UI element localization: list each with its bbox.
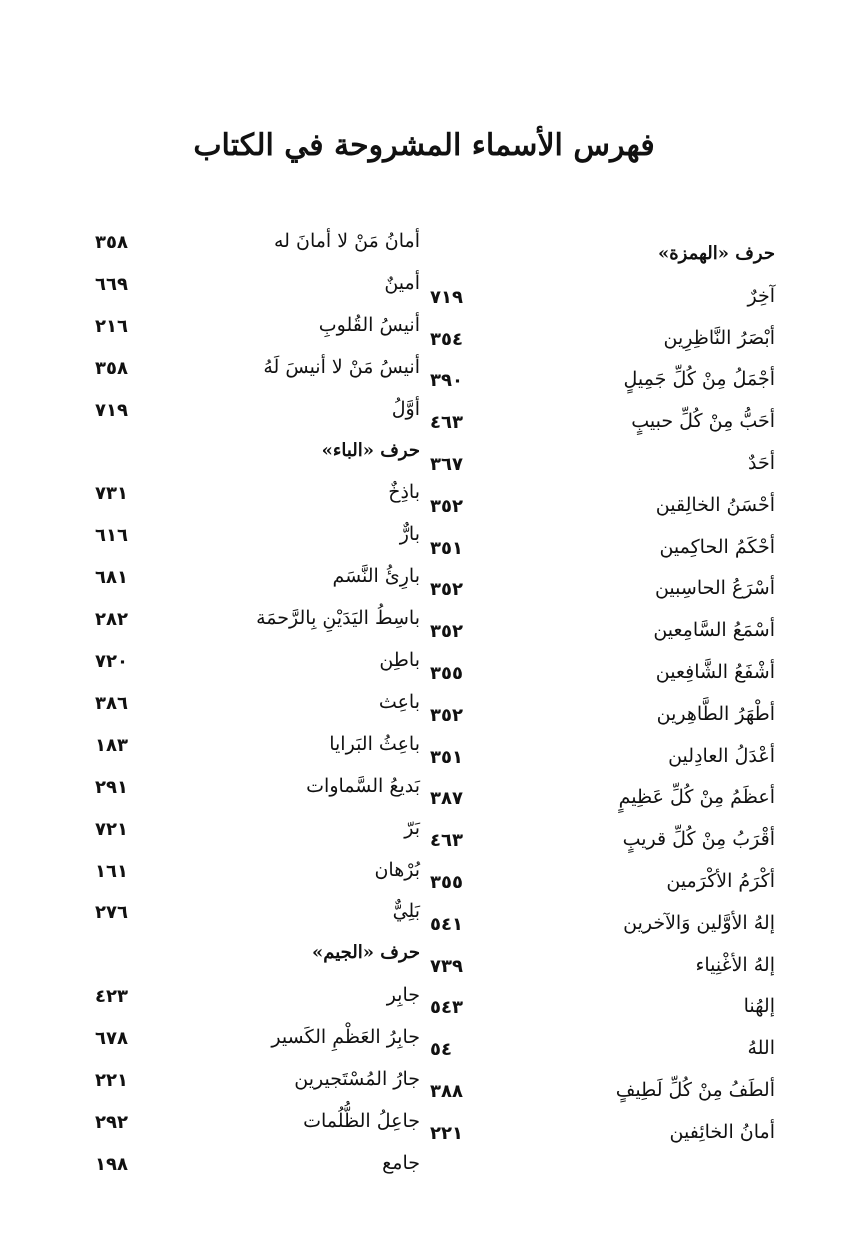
page-number: ٢٢١: [95, 1070, 128, 1091]
entry-name: آخِرٌ: [747, 284, 775, 307]
page-number: ٣٩٠: [430, 370, 463, 392]
entry-name: أنيسُ القُلوبِ: [318, 313, 420, 336]
index-entry: [430, 444, 775, 484]
entry-name: أمانُ الخائِفين: [669, 1120, 775, 1143]
index-entry: [95, 976, 420, 1016]
entry-name: بَديعُ السَّماوات: [306, 774, 420, 797]
entry-name: باذِخٌ: [388, 481, 420, 504]
page-number: ٧٢١: [95, 818, 128, 840]
page-number: ٤٦٣: [430, 830, 463, 852]
index-entry: [430, 778, 775, 818]
entry-name: أطْهَرُ الطَّاهِرين: [656, 702, 775, 725]
entry-name: أبْصَرُ النَّاظِرِين: [663, 326, 775, 349]
index-entry: [95, 1102, 420, 1142]
page-number: ٣٥٢: [430, 495, 463, 517]
entry-name: بارِئُ النَّسَم: [332, 565, 420, 588]
entry-name: ألطَفُ مِنْ كُلِّ لَطِيفٍ: [615, 1079, 775, 1101]
page-number: ٤٦٣: [430, 412, 463, 434]
page-title: فهرس الأسماء المشروحة في الكتاب: [193, 128, 655, 163]
page-number: ٣٥٥: [430, 872, 463, 893]
entry-name: إلهُنا: [743, 995, 775, 1018]
entry-name: بُرْهان: [374, 858, 420, 881]
entry-name: أنيسُ مَنْ لا أنيسَ لَهُ: [263, 355, 420, 378]
index-entry: [95, 264, 420, 304]
page-number: ٢٢١: [430, 1122, 463, 1144]
entry-name: أعظَمُ مِنْ كُلِّ عَظِيمٍ: [618, 786, 775, 809]
entry-name: باطِن: [379, 649, 420, 671]
index-entry: [430, 569, 775, 609]
page-number: ٢٩٢: [95, 1111, 128, 1133]
entry-name: جامع: [382, 1151, 420, 1174]
entry-name: أكْرَمُ الأكْرَمين: [666, 870, 775, 892]
page-number: ٣٥٤: [430, 328, 463, 350]
index-entry: [95, 767, 420, 807]
index-entry: [95, 306, 420, 346]
index-entry: [430, 695, 775, 735]
page-number: ٧٣١: [95, 483, 128, 505]
index-entry: [430, 319, 775, 359]
entry-name: اللهُ: [747, 1037, 775, 1060]
index-entry: [95, 557, 420, 597]
page-number: ٣٨٦: [95, 692, 128, 714]
index-entry: [95, 851, 420, 891]
index-entry: [430, 402, 775, 442]
entry-name: أقْرَبُ مِنْ كُلِّ قريبٍ: [622, 828, 775, 851]
section-heading: [95, 934, 420, 974]
page-number: ٣٥٢: [430, 621, 463, 643]
index-entry: [430, 862, 775, 902]
entry-name: جابِرُ العَظْمِ الكَسير: [271, 1026, 420, 1049]
entry-name: بارٌّ: [399, 523, 420, 546]
entry-name: أجْمَلُ مِنْ كُلِّ جَمِيلٍ: [623, 368, 775, 391]
page-number: ٧١٩: [430, 286, 463, 308]
index-entry: [95, 1060, 420, 1100]
index-entry: [95, 473, 420, 513]
entry-name: إلهُ الأغْنِياء: [695, 953, 775, 976]
entry-name: أحَبُّ مِنْ كُلِّ حبيبٍ: [631, 410, 775, 433]
entry-name: أمينٌ: [384, 271, 420, 294]
entry-name: بَلِيٌّ: [392, 900, 420, 923]
index-entry: [95, 515, 420, 555]
entry-name: أحْكَمُ الحاكِمين: [659, 535, 775, 558]
page-number: ٣٥١: [430, 746, 463, 768]
heading-label: حرف «الهمزة»: [657, 243, 775, 264]
page-number: ١٦١: [95, 860, 128, 882]
entry-name: بَرّ: [404, 816, 420, 839]
entry-name: أسْرَعُ الحاسِبين: [654, 577, 775, 600]
section-heading: [95, 432, 420, 472]
index-entry: [430, 1113, 775, 1153]
page-number: ٦١٦: [95, 525, 128, 547]
entry-name: أمانُ مَنْ لا أمانَ له: [273, 230, 420, 252]
index-entry: [430, 946, 775, 986]
index-entry: [430, 1071, 775, 1111]
page-number: ٧١٩: [95, 399, 128, 421]
entry-name: أعْدَلُ العادِلين: [668, 744, 775, 767]
page-number: ٣٥٨: [95, 357, 128, 379]
entry-name: إلهُ الأوَّلين وَالآخرين: [623, 911, 775, 934]
page-number: ٥٤١: [430, 913, 463, 935]
index-entry: [95, 1144, 420, 1184]
index-entry: [430, 904, 775, 944]
page-number: ٣٦٧: [430, 454, 463, 475]
index-entry: [95, 725, 420, 765]
page-number: ١٨٣: [95, 734, 128, 756]
page-number: ٢٩١: [95, 776, 128, 798]
page-number: ٦٨١: [95, 567, 128, 589]
heading-label: حرف «الباء»: [321, 439, 420, 461]
index-entry: [430, 653, 775, 693]
entry-name: أسْمَعُ السَّامِعين: [653, 619, 775, 642]
entry-name: جابِر: [386, 984, 420, 1007]
index-entry: [430, 277, 775, 317]
index-entry: [430, 1029, 775, 1069]
entry-name: أشْفَعُ الشَّافِعين: [655, 661, 775, 683]
page-number: ١٩٨: [95, 1153, 128, 1175]
index-entry: [430, 611, 775, 651]
page-number: ٦٧٨: [95, 1028, 128, 1050]
page-number: ٣٥٨: [95, 232, 128, 253]
index-entry: [430, 360, 775, 400]
entry-name: أوَّلُ: [391, 397, 420, 420]
page-number: ٥٤: [430, 1039, 452, 1061]
page-number: ٥٤٣: [430, 997, 463, 1019]
page-number: ٣٨٨: [430, 1081, 463, 1102]
page-number: ٣٥١: [430, 537, 463, 559]
page-number: ٣٥٢: [430, 704, 463, 726]
heading-label: حرف «الجيم»: [312, 942, 420, 964]
page-number: ٢١٦: [95, 315, 128, 337]
entry-name: أحَدٌ: [748, 452, 775, 474]
index-entry: [95, 390, 420, 430]
index-entry: [95, 348, 420, 388]
index-entry: [95, 683, 420, 723]
page-number: ٣٨٧: [430, 788, 463, 810]
entry-name: جاعِلُ الظُّلُمات: [303, 1109, 420, 1132]
page-number: ٤٢٣: [95, 986, 128, 1008]
entry-name: باعِث: [378, 690, 420, 713]
entry-name: باسِطُ اليَدَيْنِ بِالرَّحمَة: [256, 607, 420, 630]
section-heading: [430, 235, 775, 275]
index-entry: [95, 599, 420, 639]
index-entry: [95, 892, 420, 932]
index-entry: [430, 528, 775, 568]
page-number: ٧٣٩: [430, 955, 463, 977]
index-entry: [95, 1018, 420, 1058]
index-entry: [95, 641, 420, 681]
page-number: ٢٧٦: [95, 902, 128, 924]
page-number: ٦٦٩: [95, 273, 128, 295]
page-number: ٢٨٢: [95, 609, 128, 631]
index-entry: [95, 222, 420, 262]
index-entry: [430, 820, 775, 860]
page-number: ٧٢٠: [95, 651, 128, 672]
entry-name: باعِثُ البَرايا: [329, 732, 420, 755]
index-entry: [430, 486, 775, 526]
index-entry: [430, 737, 775, 777]
entry-name: أحْسَنُ الخالِقين: [655, 493, 775, 516]
page-number: ٣٥٢: [430, 579, 463, 601]
page-number: ٣٥٥: [430, 663, 463, 684]
index-entry: [95, 809, 420, 849]
entry-name: جارُ المُسْتَجيرين: [294, 1068, 420, 1090]
index-entry: [430, 987, 775, 1027]
